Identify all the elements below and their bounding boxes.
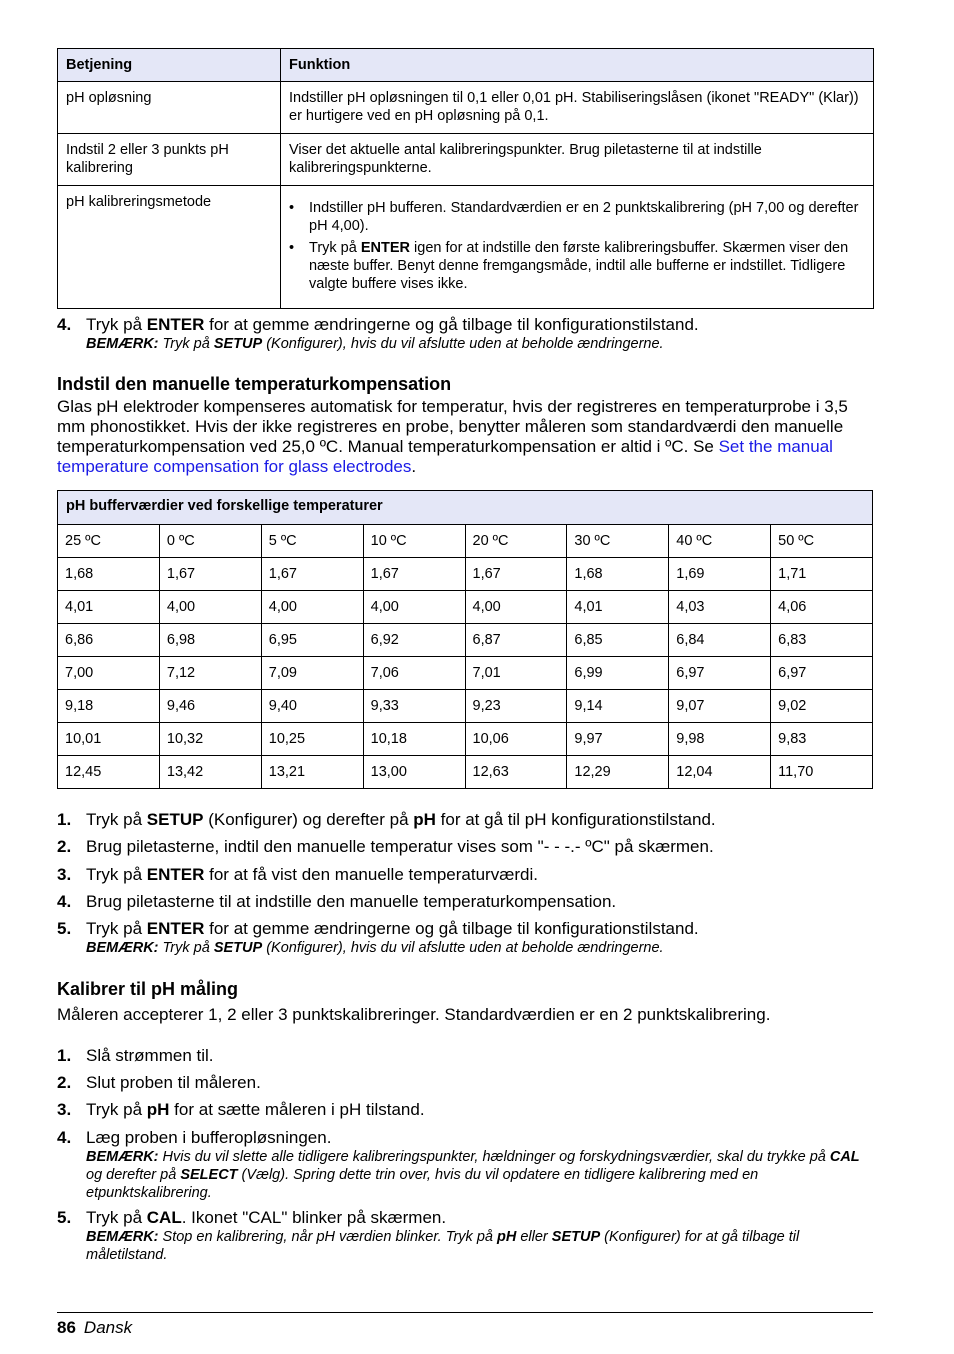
table-cell: 6,97 bbox=[771, 657, 873, 690]
table-cell: 10,18 bbox=[363, 723, 465, 756]
table-row bbox=[58, 134, 874, 186]
table-cell: 6,85 bbox=[567, 624, 669, 657]
table-cell: 9,98 bbox=[669, 723, 771, 756]
table-cell: 1,67 bbox=[261, 558, 363, 591]
page-content bbox=[57, 48, 873, 1264]
table-cell: 7,01 bbox=[465, 657, 567, 690]
table-cell: 6,84 bbox=[669, 624, 771, 657]
table-cell bbox=[281, 186, 874, 309]
table-cell: 4,06 bbox=[771, 591, 873, 624]
step-item: 4. Brug piletasterne til at indstille den manuelle temperaturkompensation. bbox=[57, 892, 617, 911]
table-cell: 4,03 bbox=[669, 591, 771, 624]
table-cell: 9,18 bbox=[58, 690, 160, 723]
table-cell: 9,07 bbox=[669, 690, 771, 723]
table-cell: 30 ºC bbox=[567, 525, 669, 558]
table-cell: 13,00 bbox=[363, 756, 465, 789]
table-row bbox=[58, 690, 873, 723]
table-cell: 9,97 bbox=[567, 723, 669, 756]
table-cell: 4,00 bbox=[261, 591, 363, 624]
table-cell: 1,69 bbox=[669, 558, 771, 591]
step-item: 3. Tryk på ENTER for at få vist den manuelle temperaturværdi. bbox=[57, 865, 538, 884]
table-cell: Indstiller pH opløsningen til 0,1 eller 0,01 pH. Stabiliseringslåsen (ikonet "READY" (Klar)) er hurtigere ved en pH opløsning på 0,1. bbox=[281, 82, 874, 134]
step-item: 2. Brug piletasterne, indtil den manuelle temperatur vises som "- - -.- ºC" på skærmen. bbox=[57, 837, 714, 856]
table-cell: 10 ºC bbox=[363, 525, 465, 558]
table-row bbox=[58, 591, 873, 624]
table-cell: 4,00 bbox=[465, 591, 567, 624]
table-header: Betjening bbox=[58, 49, 281, 82]
table-cell: 9,33 bbox=[363, 690, 465, 723]
table-cell: 13,42 bbox=[159, 756, 261, 789]
table-cell: 12,63 bbox=[465, 756, 567, 789]
table-cell: 4,00 bbox=[159, 591, 261, 624]
table-cell: 4,01 bbox=[58, 591, 160, 624]
step-list bbox=[57, 810, 873, 957]
table-cell: 9,23 bbox=[465, 690, 567, 723]
table-row bbox=[58, 558, 873, 591]
table-cell: 7,06 bbox=[363, 657, 465, 690]
table-cell: 6,99 bbox=[567, 657, 669, 690]
table-cell: 6,97 bbox=[669, 657, 771, 690]
table-cell: 40 ºC bbox=[669, 525, 771, 558]
step-item: 4. Læg proben i bufferopløsningen. bbox=[57, 1128, 332, 1147]
table-cell: 1,68 bbox=[567, 558, 669, 591]
table-cell: 12,45 bbox=[58, 756, 160, 789]
table-cell: Indstil 2 eller 3 punkts pH kalibrering bbox=[58, 134, 281, 186]
paragraph: Måleren accepterer 1, 2 eller 3 punktskalibreringer. Standardværdien er en 2 punktskalibrering. bbox=[57, 1005, 771, 1024]
table-row bbox=[58, 82, 874, 134]
table-cell: 1,67 bbox=[159, 558, 261, 591]
table-cell: 12,29 bbox=[567, 756, 669, 789]
table-header-row bbox=[58, 49, 874, 82]
table-cell: 6,92 bbox=[363, 624, 465, 657]
table-header: Funktion bbox=[281, 49, 874, 82]
section-heading: Kalibrer til pH måling bbox=[57, 979, 239, 999]
table-cell: 25 ºC bbox=[58, 525, 160, 558]
table-cell: pH opløsning bbox=[58, 82, 281, 134]
table-cell: 10,06 bbox=[465, 723, 567, 756]
note: BEMÆRK: Hvis du vil slette alle tidligere kalibreringspunkter, hældninger og forskydningsværdier, skal du trykke på CAL og derefter på SELECT (Vælg). Spring dette trin over, hvis du vil opdatere en tidligere kalibrering med en etpunktskalibrering. bbox=[86, 1149, 860, 1201]
table-cell: 12,04 bbox=[669, 756, 771, 789]
step-item: 5. Tryk på ENTER for at gemme ændringerne og gå tilbage til konfigurationstilstand. bbox=[57, 919, 699, 938]
paragraph: Glas pH elektroder kompenseres automatisk for temperatur, hvis der registreres en temperaturprobe i 3,5 mm phonostikket. Hvis der ikke registreres en probe, benytter måleren som standardværdi den manuelle temperaturkompensation ved 25,0 ºC. Manual temperaturkompensation er altid i ºC. Se Set the manual temperature compensation for glass electrodes. bbox=[57, 397, 848, 476]
table-cell: 7,00 bbox=[58, 657, 160, 690]
table-cell: Viser det aktuelle antal kalibreringspunkter. Brug piletasterne til at indstille kalibreringspunkterne. bbox=[281, 134, 874, 186]
table-cell: pH kalibreringsmetode bbox=[58, 186, 281, 309]
page-footer bbox=[57, 1312, 873, 1338]
section-heading: Indstil den manuelle temperaturkompensation bbox=[57, 374, 452, 394]
buffer-table bbox=[57, 490, 873, 789]
table-cell: 10,32 bbox=[159, 723, 261, 756]
list-item: • Tryk på ENTER igen for at indstille den første kalibreringsbuffer. Skærmen viser den næste buffer. Benyt denne fremgangsmåde, indtil alle bufferne er indstillet. Tidligere valgte buffere vises ikke. bbox=[309, 239, 865, 293]
table-cell: 10,25 bbox=[261, 723, 363, 756]
language-label: Dansk bbox=[83, 1318, 133, 1337]
table-row bbox=[58, 186, 874, 309]
cross-reference-link[interactable]: Set the manual temperature compensation for glass electrodes bbox=[57, 437, 833, 476]
table-cell: 4,01 bbox=[567, 591, 669, 624]
table-cell: 11,70 bbox=[771, 756, 873, 789]
table-cell: 0 ºC bbox=[159, 525, 261, 558]
step-item: 1. Slå strømmen til. bbox=[57, 1046, 214, 1065]
step-item: 2. Slut proben til måleren. bbox=[57, 1073, 261, 1092]
table-cell: 7,12 bbox=[159, 657, 261, 690]
list-item: • Indstiller pH bufferen. Standardværdien er en 2 punktskalibrering (pH 7,00 og derefter pH 4,00). bbox=[309, 199, 865, 235]
table-row bbox=[58, 657, 873, 690]
step-item: 4. Tryk på ENTER for at gemme ændringerne og gå tilbage til konfigurationstilstand. BEMÆRK: Tryk på SETUP (Konfigurer), hvis du vil afslutte uden at beholde ændringerne. bbox=[57, 315, 873, 353]
note: BEMÆRK: Tryk på SETUP (Konfigurer), hvis du vil afslutte uden at beholde ændringerne. bbox=[86, 940, 664, 956]
step-item: 3. Tryk på pH for at sætte måleren i pH tilstand. bbox=[57, 1100, 425, 1119]
table-cell: 5 ºC bbox=[261, 525, 363, 558]
table-row bbox=[58, 723, 873, 756]
table-cell: 9,83 bbox=[771, 723, 873, 756]
table-cell: 10,01 bbox=[58, 723, 160, 756]
step-item: 1. Tryk på SETUP (Konfigurer) og derefter på pH for at gå til pH konfigurationstilstand. bbox=[57, 810, 716, 829]
table-cell: 9,02 bbox=[771, 690, 873, 723]
table-cell: 50 ºC bbox=[771, 525, 873, 558]
table-cell: 1,68 bbox=[58, 558, 160, 591]
table-cell: 20 ºC bbox=[465, 525, 567, 558]
table-cell: 9,14 bbox=[567, 690, 669, 723]
bullet-list bbox=[289, 199, 865, 293]
table-cell: 6,98 bbox=[159, 624, 261, 657]
table-cell: 1,71 bbox=[771, 558, 873, 591]
table-row bbox=[58, 756, 873, 789]
table-row bbox=[58, 525, 873, 558]
table-cell: 7,09 bbox=[261, 657, 363, 690]
table-cell: 6,83 bbox=[771, 624, 873, 657]
step-item: 5. Tryk på CAL. Ikonet "CAL" blinker på skærmen. bbox=[57, 1208, 447, 1227]
table-cell: 4,00 bbox=[363, 591, 465, 624]
table-cell: 6,95 bbox=[261, 624, 363, 657]
note: BEMÆRK: Tryk på SETUP (Konfigurer), hvis du vil afslutte uden at beholde ændringerne. bbox=[86, 336, 664, 352]
table-title: pH bufferværdier ved forskellige temperaturer bbox=[58, 491, 873, 525]
table-header-row bbox=[58, 491, 873, 525]
page-number: 86 bbox=[57, 1318, 76, 1337]
table-cell: 9,40 bbox=[261, 690, 363, 723]
table-cell: 9,46 bbox=[159, 690, 261, 723]
table-cell: 1,67 bbox=[363, 558, 465, 591]
step-list bbox=[57, 1046, 873, 1264]
table-cell: 6,86 bbox=[58, 624, 160, 657]
table-cell: 1,67 bbox=[465, 558, 567, 591]
table-row bbox=[58, 624, 873, 657]
table-cell: 13,21 bbox=[261, 756, 363, 789]
note: BEMÆRK: Stop en kalibrering, når pH værdien blinker. Tryk på pH eller SETUP (Konfigurer) for at gå tilbage til måletilstand. bbox=[86, 1229, 800, 1263]
controls-table bbox=[57, 48, 874, 309]
table-cell: 6,87 bbox=[465, 624, 567, 657]
